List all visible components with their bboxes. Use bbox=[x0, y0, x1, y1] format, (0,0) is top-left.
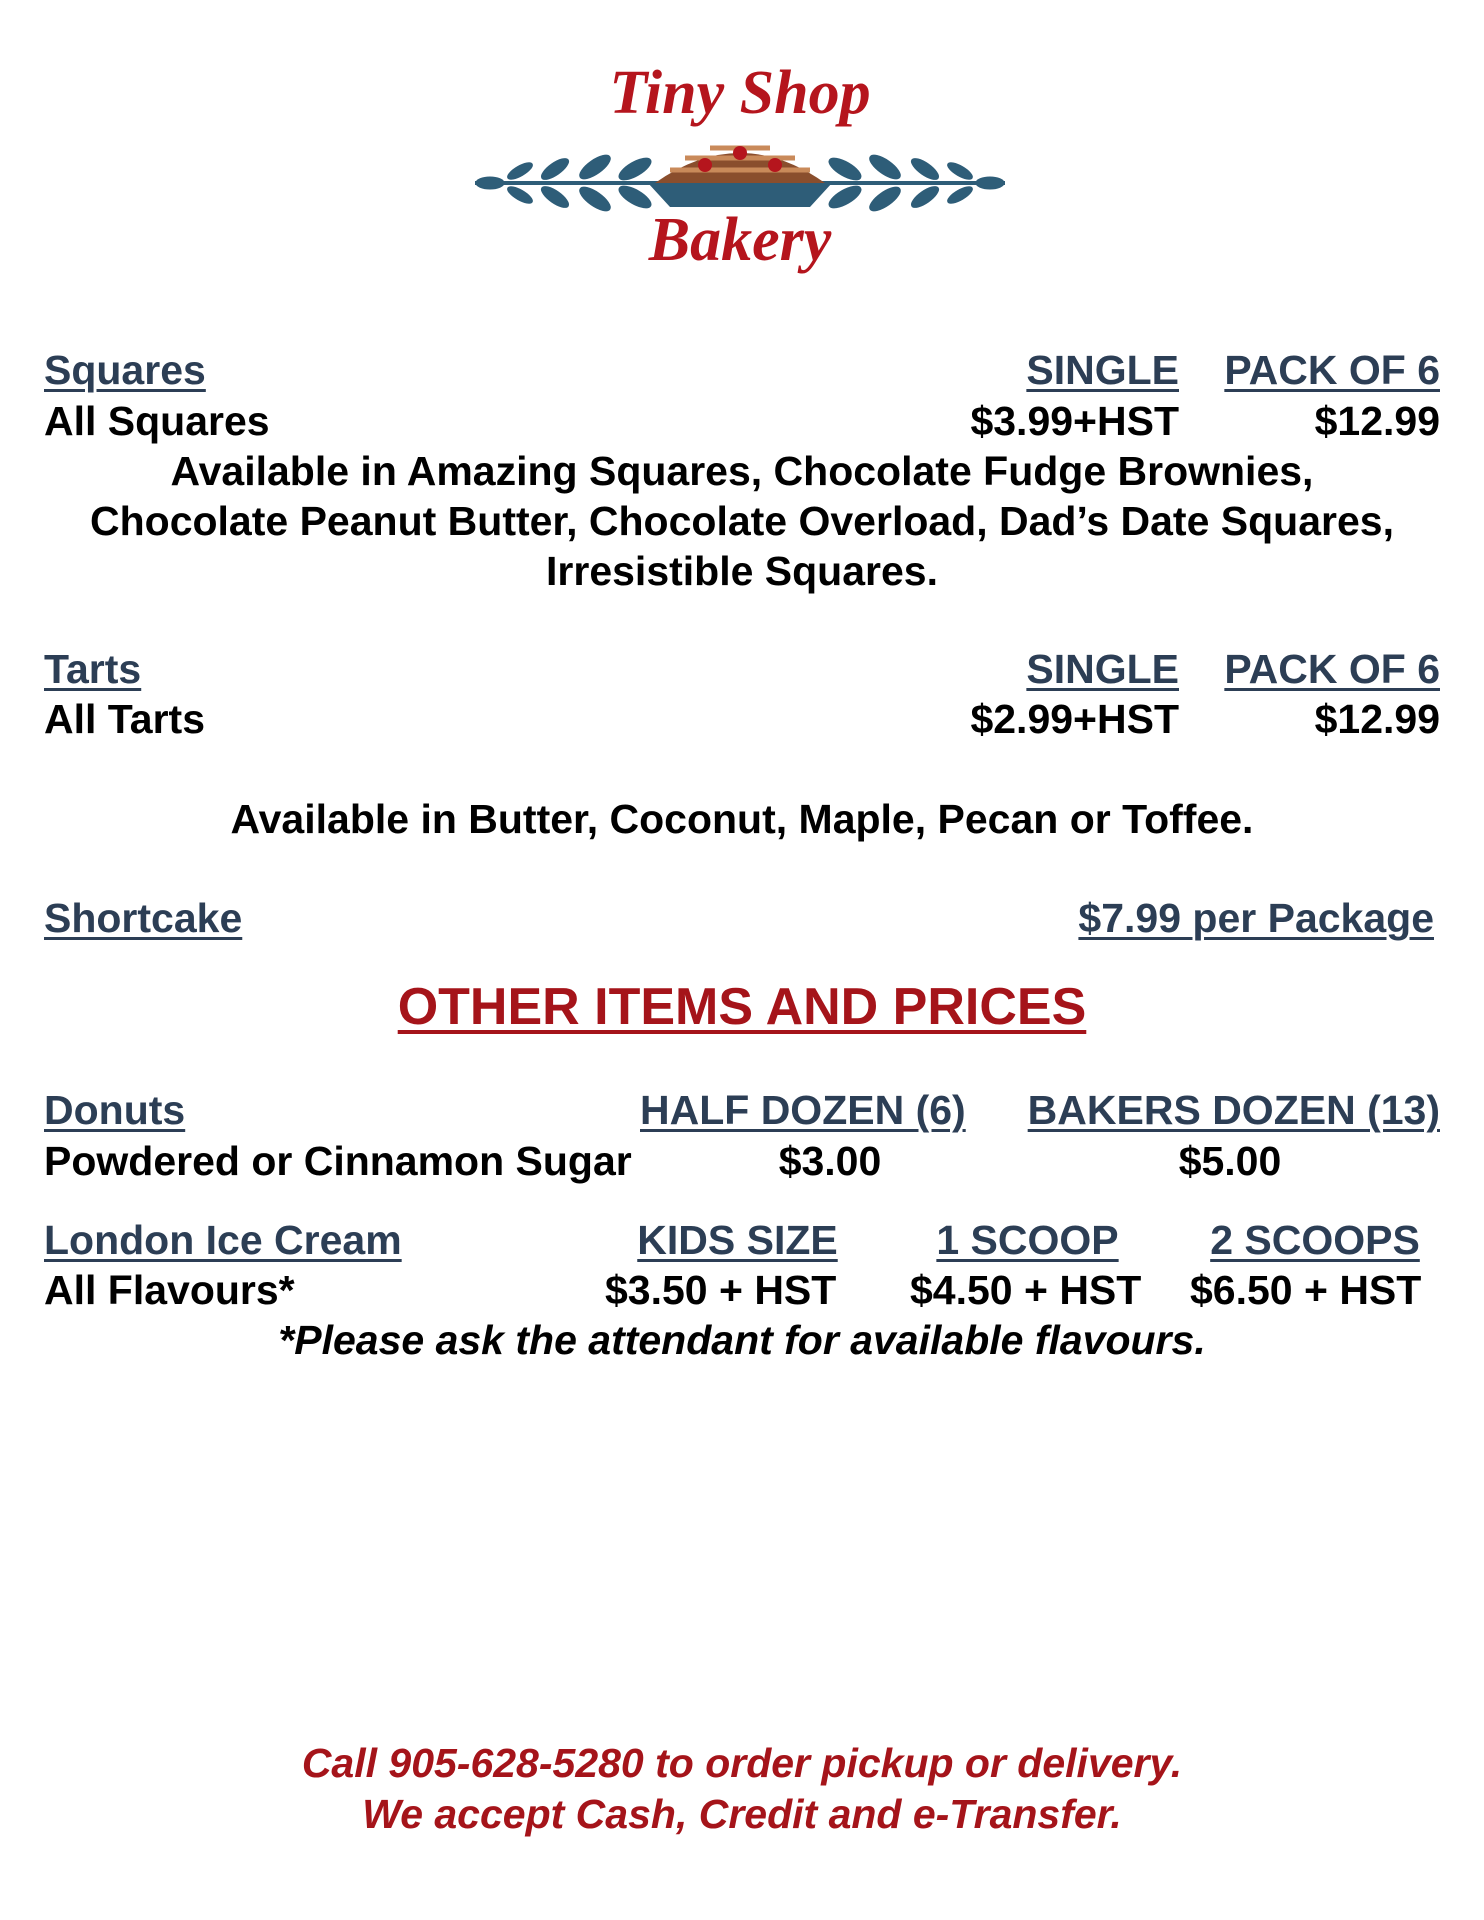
tarts-desc: Available in Butter, Coconut, Maple, Pecan or Toffee. bbox=[230, 796, 1254, 842]
leaf-branch-right-icon bbox=[820, 151, 1005, 215]
squares-title: Squares bbox=[44, 347, 206, 393]
squares-price-pack: $12.99 bbox=[1314, 398, 1440, 444]
donuts-price-bakers: $5.00 bbox=[1178, 1138, 1282, 1184]
tarts-price-pack: $12.99 bbox=[1314, 696, 1440, 742]
footer-line-1: Call 905-628-5280 to order pickup or delivery. bbox=[301, 1740, 1183, 1786]
other-items-heading: OTHER ITEMS AND PRICES bbox=[397, 978, 1087, 1036]
squares-item: All Squares bbox=[44, 398, 270, 444]
icecream-col-two: 2 SCOOPS bbox=[1210, 1217, 1420, 1263]
tarts-price-single: $2.99+HST bbox=[970, 696, 1179, 742]
icecream-price-two: $6.50 + HST bbox=[1190, 1267, 1422, 1313]
donuts-item: Powdered or Cinnamon Sugar bbox=[44, 1138, 632, 1184]
icecream-col-kids: KIDS SIZE bbox=[637, 1217, 838, 1263]
squares-col-pack: PACK OF 6 bbox=[1224, 347, 1440, 393]
icecream-col-one: 1 SCOOP bbox=[936, 1217, 1119, 1263]
footer-line-2: We accept Cash, Credit and e-Transfer. bbox=[362, 1791, 1122, 1837]
icecream-price-kids: $3.50 + HST bbox=[605, 1267, 837, 1313]
donuts-title: Donuts bbox=[44, 1087, 186, 1133]
donuts-col-bakers: BAKERS DOZEN (13) bbox=[1027, 1087, 1440, 1133]
tarts-col-single: SINGLE bbox=[1026, 646, 1179, 692]
squares-desc-line-2: Chocolate Peanut Butter, Chocolate Overload, Dad’s Date Squares, bbox=[90, 498, 1394, 544]
squares-desc-line-3: Irresistible Squares. bbox=[546, 548, 938, 594]
logo-line1: Tiny Shop bbox=[609, 59, 871, 127]
donuts-price-half: $3.00 bbox=[778, 1138, 882, 1184]
squares-desc-line-1: Available in Amazing Squares, Chocolate Fudge Brownies, bbox=[170, 448, 1314, 494]
tarts-item: All Tarts bbox=[44, 696, 205, 742]
shortcake-title: Shortcake bbox=[44, 895, 243, 941]
bakery-logo bbox=[470, 55, 1010, 285]
icecream-price-one: $4.50 + HST bbox=[910, 1267, 1142, 1313]
squares-price-single: $3.99+HST bbox=[970, 398, 1179, 444]
icecream-note: *Please ask the attendant for available flavours. bbox=[278, 1317, 1206, 1363]
icecream-item: All Flavours* bbox=[44, 1267, 295, 1313]
pie-icon bbox=[648, 146, 832, 207]
tarts-title: Tarts bbox=[44, 646, 142, 692]
tarts-col-pack: PACK OF 6 bbox=[1224, 646, 1440, 692]
shortcake-price: $7.99 per Package bbox=[1078, 895, 1434, 941]
icecream-title: London Ice Cream bbox=[44, 1217, 402, 1263]
squares-col-single: SINGLE bbox=[1026, 347, 1179, 393]
leaf-branch-left-icon bbox=[475, 151, 660, 215]
logo-line2: Bakery bbox=[648, 206, 832, 274]
donuts-col-half: HALF DOZEN (6) bbox=[640, 1087, 966, 1133]
